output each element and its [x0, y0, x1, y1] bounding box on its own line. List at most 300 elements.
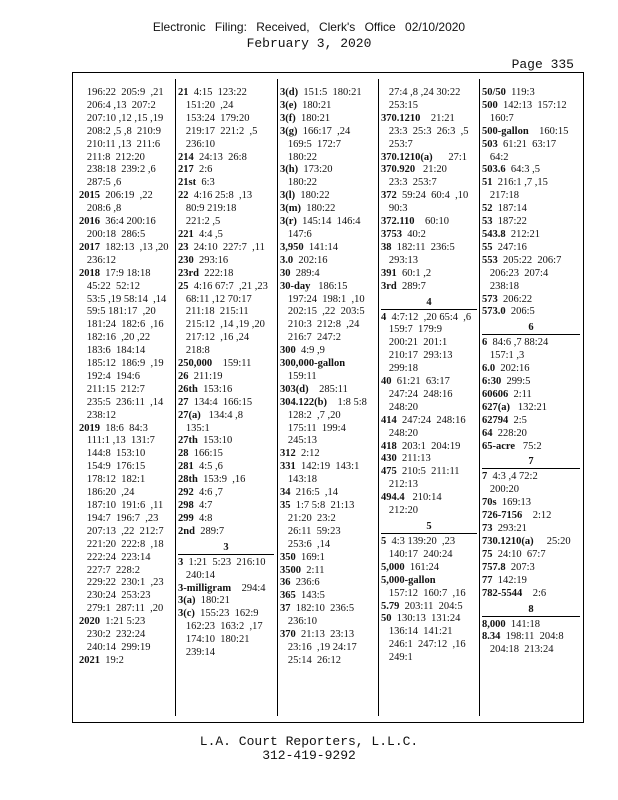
- index-entry: [178, 570, 274, 583]
- index-entry: [178, 595, 274, 608]
- index-term: 3(f): [280, 112, 296, 124]
- index-references: 240:14: [178, 569, 216, 581]
- index-term: 414: [381, 414, 397, 426]
- index-references: 1:21 5:23 216:10: [183, 556, 266, 568]
- index-references: 206:5: [505, 306, 535, 318]
- index-references: 217:12 ,16 ,24: [178, 332, 250, 344]
- index-entry: [280, 448, 376, 461]
- index-term: 303(d): [280, 383, 309, 395]
- index-term: 757.8: [482, 561, 506, 573]
- index-entry: [280, 164, 376, 177]
- index-references: 4:3 ,4 72:2: [487, 471, 538, 483]
- index-entry: [178, 500, 274, 513]
- index-references: 187:22: [492, 216, 527, 228]
- index-entry: [381, 652, 477, 665]
- index-term: 298: [178, 500, 194, 511]
- index-entry: [79, 87, 173, 100]
- index-entry: [482, 363, 580, 376]
- index-term: 5,000: [381, 561, 405, 573]
- index-term: 65-acre: [482, 440, 516, 452]
- index-entry: [280, 474, 376, 487]
- index-entry: [381, 268, 477, 281]
- index-entry: [178, 474, 274, 487]
- index-entry: [482, 281, 580, 294]
- index-term: 475: [381, 466, 397, 478]
- index-entry: [178, 203, 274, 216]
- index-references: 200:21 201:1: [381, 337, 448, 349]
- index-references: 180:21: [195, 595, 230, 607]
- index-entry: [79, 423, 173, 436]
- index-entry: [381, 549, 477, 562]
- index-references: 1:8 5:8: [326, 396, 367, 408]
- index-term: 300,000-gallon: [280, 358, 346, 370]
- index-entry: [381, 324, 477, 337]
- index-entry: [178, 583, 274, 596]
- index-term: 53: [482, 216, 493, 228]
- index-references: 248:20: [381, 401, 419, 413]
- index-entry: [482, 337, 580, 350]
- index-references: 4:8: [193, 512, 213, 524]
- index-entry: [482, 631, 580, 644]
- index-entry: [178, 621, 274, 634]
- index-references: 240:14 299:19: [79, 641, 151, 653]
- index-references: 136:14 141:21: [381, 626, 453, 638]
- index-entry: [381, 255, 477, 268]
- index-references: 208:6 ,8: [79, 203, 122, 215]
- index-entry: [280, 410, 376, 423]
- index-entry: [178, 152, 274, 165]
- index-term: 8,000: [482, 618, 506, 630]
- index-references: 293:16: [193, 254, 229, 266]
- index-references: 180:22: [280, 151, 318, 163]
- index-references: 24:13 26:8: [193, 151, 247, 163]
- index-term: 304.122(b): [280, 396, 327, 408]
- index-references: 207:10 ,12 ,15 ,19: [79, 112, 164, 124]
- index-entry: [381, 479, 477, 492]
- index-term: 28th: [178, 474, 198, 486]
- index-references: 210:17 293:13: [381, 350, 453, 362]
- index-entry: [79, 629, 173, 642]
- index-entry: [482, 177, 580, 190]
- index-term: 3(a): [178, 595, 196, 607]
- index-entry: [178, 487, 274, 500]
- index-entry: [178, 410, 274, 423]
- index-references: 111:1 ,13 131:7: [79, 435, 155, 447]
- index-references: 285:11: [308, 383, 348, 395]
- index-entry: [280, 268, 376, 281]
- index-references: 134:4 ,8: [200, 409, 244, 421]
- filing-date: February 3, 2020: [246, 36, 372, 51]
- index-entry: [381, 164, 477, 177]
- index-term: 2016: [79, 216, 100, 228]
- index-references: 236:6: [290, 577, 320, 589]
- index-entry: [178, 87, 274, 100]
- index-references: 134:4 166:15: [188, 396, 253, 408]
- index-term: 26: [178, 370, 189, 382]
- index-entry: [178, 294, 274, 307]
- index-references: 2:6: [522, 587, 547, 599]
- index-entry: [482, 562, 580, 575]
- index-column-1: [79, 87, 173, 714]
- column-divider: [277, 79, 278, 716]
- index-references: 238:18 239:2 ,6: [79, 164, 156, 176]
- index-entry: [280, 539, 376, 552]
- page-number: Page 335: [511, 57, 574, 72]
- index-references: 289:7: [396, 280, 426, 292]
- index-entry: [381, 453, 477, 466]
- index-entry: [482, 113, 580, 126]
- index-term: 350: [280, 551, 296, 563]
- index-term: 418: [381, 440, 397, 452]
- index-entry: [178, 126, 274, 139]
- index-column-2: [178, 87, 274, 714]
- index-term: 50: [381, 613, 392, 625]
- index-entry: [280, 603, 376, 616]
- index-term: 50/50: [482, 87, 506, 98]
- index-entry: [482, 152, 580, 165]
- index-references: 175:11 199:4: [280, 422, 346, 434]
- index-references: 61:21 63:17: [391, 376, 450, 388]
- index-entry: [381, 536, 477, 549]
- index-term: 70s: [482, 497, 497, 509]
- index-entry: [178, 647, 274, 660]
- index-term: 3-milligram: [178, 582, 232, 594]
- section-header: 4: [381, 296, 477, 310]
- index-references: 294:4: [231, 582, 266, 594]
- index-entry: [482, 415, 580, 428]
- index-entry: [482, 229, 580, 242]
- index-references: 202:16: [495, 363, 530, 375]
- index-term: 573: [482, 293, 498, 305]
- index-references: 279:1 287:11 ,20: [79, 603, 164, 615]
- index-entry: [482, 139, 580, 152]
- index-entry: [381, 229, 477, 242]
- index-references: 187:10 191:6 ,11: [79, 500, 164, 511]
- index-references: 21:20: [415, 164, 447, 176]
- index-term: 6: [482, 337, 488, 349]
- index-references: 4:3 139:20 ,23: [386, 536, 456, 547]
- index-entry: [381, 441, 477, 454]
- index-entry: [79, 500, 173, 513]
- index-term: 331: [280, 461, 296, 473]
- index-entry: [381, 337, 477, 350]
- index-references: 153:10: [197, 435, 233, 447]
- index-entry: [482, 216, 580, 229]
- index-references: 157:1 ,3: [482, 350, 525, 362]
- index-entry: [482, 294, 580, 307]
- index-references: 17:9 18:18: [100, 267, 151, 279]
- index-references: 203:11 204:5: [399, 600, 463, 612]
- index-references: 142:19 143:1: [295, 461, 360, 473]
- index-term: 5,000-gallon: [381, 574, 436, 586]
- index-references: 239:14: [178, 647, 216, 659]
- index-entry: [280, 294, 376, 307]
- index-entry: [79, 435, 173, 448]
- index-entry: [280, 616, 376, 629]
- index-references: 154:9 176:15: [79, 461, 146, 473]
- index-term: 37: [280, 603, 291, 615]
- index-references: 61:21 63:17: [497, 138, 557, 150]
- index-entry: [178, 255, 274, 268]
- index-term: 553: [482, 254, 498, 266]
- index-entry: [79, 268, 173, 281]
- index-references: 142:13 157:12: [497, 99, 567, 111]
- index-entry: [482, 203, 580, 216]
- index-references: 130:13 131:24: [391, 613, 461, 625]
- index-references: 141:14: [303, 241, 339, 253]
- index-references: 173:20: [298, 164, 333, 176]
- index-entry: [381, 177, 477, 190]
- section-header: 3: [178, 541, 274, 555]
- index-references: 4:5 ,6: [193, 461, 223, 473]
- index-references: 145:14 146:4: [296, 216, 361, 228]
- index-term: 77: [482, 574, 493, 586]
- index-references: 64:3 ,5: [505, 164, 541, 176]
- index-references: 169:5 172:7: [280, 138, 341, 150]
- index-entry: [482, 497, 580, 510]
- index-term: 40: [381, 376, 392, 388]
- index-entry: [280, 513, 376, 526]
- index-references: 182:16 ,20 ,22: [79, 332, 151, 344]
- index-entry: [280, 358, 376, 371]
- index-term: 28: [178, 448, 189, 460]
- index-entry: [178, 448, 274, 461]
- index-entry: [79, 397, 173, 410]
- index-entry: [178, 557, 274, 570]
- index-entry: [280, 500, 376, 513]
- index-entry: [280, 229, 376, 242]
- index-references: 24:10 227:7 ,11: [188, 241, 265, 253]
- index-references: 204:18 213:24: [482, 644, 554, 656]
- index-term: 60606: [482, 388, 509, 400]
- index-references: 219:17 221:2 ,5: [178, 125, 258, 137]
- index-references: 253:6 ,14: [280, 538, 331, 550]
- index-entry: [482, 87, 580, 100]
- index-entry: [79, 177, 173, 190]
- index-entry: [280, 371, 376, 384]
- index-entry: [178, 358, 274, 371]
- index-entry: [482, 100, 580, 113]
- index-entry: [79, 487, 173, 500]
- index-entry: [79, 577, 173, 590]
- index-term: 2017: [79, 241, 100, 253]
- index-references: 25:20: [533, 536, 571, 547]
- index-references: 128:2 ,7 ,20: [280, 409, 341, 421]
- index-references: 135:1: [178, 422, 210, 434]
- index-references: 6:3: [196, 177, 215, 189]
- index-references: 245:13: [280, 435, 318, 447]
- index-term: 26th: [178, 383, 198, 395]
- index-references: 60:10: [414, 216, 449, 228]
- index-term: 30-day: [280, 280, 311, 292]
- index-term: 300: [280, 345, 296, 357]
- index-references: 210:5 211:11: [396, 466, 460, 478]
- index-references: 202:16: [293, 254, 328, 266]
- index-entry: [381, 242, 477, 255]
- index-entry: [482, 402, 580, 415]
- index-entry: [482, 644, 580, 657]
- index-entry: [79, 139, 173, 152]
- index-entry: [178, 371, 274, 384]
- index-entry: [381, 126, 477, 139]
- index-term: 221: [178, 228, 194, 240]
- index-entry: [79, 152, 173, 165]
- reporter-phone: 312-419-9292: [262, 748, 356, 763]
- index-references: 4:16 67:7 ,21 ,23: [188, 280, 268, 292]
- index-references: 186:20 ,24: [79, 487, 135, 499]
- index-references: 2:12: [522, 510, 552, 522]
- index-references: 159:11: [212, 358, 252, 370]
- index-references: 216:1 ,7 ,15: [492, 177, 548, 189]
- index-references: 289:7: [194, 525, 225, 537]
- index-entry: [79, 216, 173, 229]
- index-references: 229:22 230:1 ,23: [79, 577, 164, 589]
- index-references: 206:22: [497, 293, 533, 305]
- index-term: 51: [482, 177, 493, 189]
- index-references: 75:2: [515, 440, 542, 452]
- index-references: 151:5 180:21: [298, 87, 362, 98]
- index-references: 238:18: [482, 280, 520, 292]
- index-references: 218:8: [178, 345, 210, 357]
- index-entry: [381, 505, 477, 518]
- index-entry: [381, 190, 477, 203]
- index-references: 230:24 253:23: [79, 590, 151, 602]
- index-term: 3,950: [280, 241, 304, 253]
- index-references: 212:20: [381, 505, 419, 517]
- index-term: 27: [178, 396, 189, 408]
- index-entry: [381, 113, 477, 126]
- index-references: 228:20: [492, 427, 527, 439]
- index-entry: [178, 634, 274, 647]
- index-entry: [178, 216, 274, 229]
- index-references: 246:1 247:12 ,16: [381, 639, 466, 651]
- index-term: 64: [482, 427, 493, 439]
- index-references: 299:5: [501, 376, 531, 388]
- index-references: 238:12: [79, 409, 117, 421]
- index-references: 236:10: [280, 616, 318, 628]
- index-entry: [381, 281, 477, 294]
- index-term: 3(r): [280, 216, 297, 228]
- index-references: 68:11 ,12 70:17: [178, 293, 252, 305]
- index-entry: [178, 397, 274, 410]
- index-entry: [280, 487, 376, 500]
- index-entry: [381, 203, 477, 216]
- index-term: 430: [381, 453, 397, 465]
- index-term: 2015: [79, 190, 100, 202]
- index-entry: [79, 294, 173, 307]
- index-entry: [280, 565, 376, 578]
- index-entry: [280, 177, 376, 190]
- index-entry: [79, 539, 173, 552]
- index-references: 182:10 236:5: [290, 603, 355, 615]
- index-term: 3(h): [280, 164, 299, 176]
- index-references: 23:3 253:7: [381, 177, 437, 189]
- index-entry: [79, 655, 173, 668]
- index-references: 153:24 179:20: [178, 112, 250, 124]
- index-term: 21: [178, 87, 189, 98]
- index-entry: [79, 242, 173, 255]
- index-references: 23:16 ,19 24:17: [280, 641, 357, 653]
- index-term: 3(g): [280, 125, 298, 137]
- index-entry: [381, 216, 477, 229]
- index-references: 166:15: [188, 448, 223, 460]
- index-entry: [79, 410, 173, 423]
- index-entry: [79, 565, 173, 578]
- index-references: 1:7 5:8 21:13: [290, 500, 355, 511]
- index-entry: [280, 255, 376, 268]
- index-term: 62794: [482, 414, 509, 426]
- index-term: 230: [178, 254, 194, 266]
- index-entry: [280, 552, 376, 565]
- index-term: 25: [178, 280, 189, 292]
- index-references: 200:18 286:5: [79, 228, 146, 240]
- column-divider: [378, 79, 379, 716]
- index-term: 3(e): [280, 99, 297, 111]
- index-references: 25:14 26:12: [280, 654, 341, 666]
- index-references: 27:1: [432, 151, 468, 163]
- index-references: 299:18: [381, 363, 419, 375]
- index-entry: [381, 363, 477, 376]
- index-entry: [79, 164, 173, 177]
- index-references: 84:6 ,7 88:24: [487, 337, 549, 349]
- index-box: [72, 72, 584, 723]
- index-references: 21:21: [420, 112, 455, 124]
- index-references: 212:21: [505, 228, 541, 240]
- index-references: 2:11: [508, 388, 532, 400]
- index-term: 6:30: [482, 376, 502, 388]
- index-references: 222:18: [199, 267, 234, 279]
- index-entry: [178, 608, 274, 621]
- index-references: 45:22 52:12: [79, 280, 140, 292]
- index-term: 627(a): [482, 401, 510, 413]
- index-references: 143:18: [280, 474, 318, 486]
- filing-stamp: Electronic Filing: Received, Clerk's Office 02/10/2020: [152, 20, 466, 34]
- index-entry: [280, 319, 376, 332]
- index-references: 4:7:12 ,20 65:4 ,6: [386, 311, 472, 323]
- index-references: 210:3 212:8 ,24: [280, 319, 360, 331]
- index-entry: [482, 510, 580, 523]
- index-entry: [178, 281, 274, 294]
- index-entry: [482, 255, 580, 268]
- section-header: 6: [482, 321, 580, 335]
- index-references: 27:4 ,8 ,24 30:22: [381, 87, 461, 98]
- index-entry: [381, 402, 477, 415]
- index-entry: [178, 461, 274, 474]
- index-entry: [79, 306, 173, 319]
- index-column-5: [482, 87, 580, 714]
- index-references: 40:2: [402, 228, 426, 240]
- index-term: 2021: [79, 654, 100, 666]
- index-entry: [482, 549, 580, 562]
- index-references: 248:20: [381, 427, 419, 439]
- index-entry: [482, 376, 580, 389]
- index-term: 36: [280, 577, 291, 589]
- index-references: 211:19: [188, 370, 223, 382]
- index-entry: [178, 332, 274, 345]
- index-entry: [280, 87, 376, 100]
- index-references: 4:15 123:22: [188, 87, 247, 98]
- index-references: 174:10 180:21: [178, 634, 250, 646]
- index-term: 543.8: [482, 228, 506, 240]
- index-term: 726-7156: [482, 510, 523, 522]
- index-term: 503: [482, 138, 498, 150]
- index-column-4: [381, 87, 477, 714]
- index-references: 80:9 219:18: [178, 203, 237, 215]
- index-references: 21:13 23:13: [295, 629, 355, 641]
- index-entry: [381, 562, 477, 575]
- index-entry: [280, 590, 376, 603]
- index-term: 5.79: [381, 600, 400, 612]
